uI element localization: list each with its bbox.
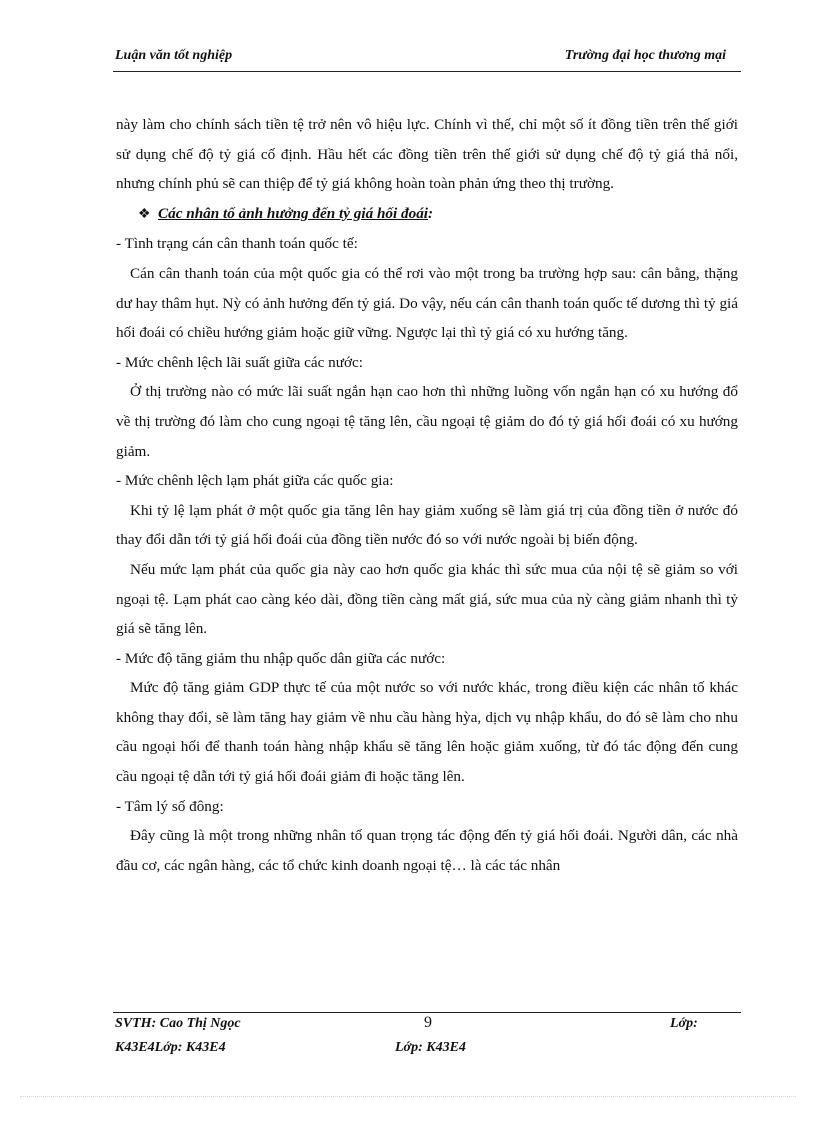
factor-text-crowd-psychology: Đây cũng là một trong những nhân tố quan trọng tác động đến tỷ giá hối đoái. Người dân, các nhà đầu cơ, các ngân hàng, các tổ chức kinh doanh ngoại tệ… là các tác nhân — [116, 827, 738, 874]
footer-class-line: K43E4Lớp: K43E4 — [115, 1040, 226, 1055]
factor-title-interest-rate: - Mức chênh lệch lãi suất giữa các nước: — [116, 353, 363, 371]
section-heading-text: Các nhân tố ảnh hưởng đến tỷ giá hối đoái — [158, 204, 429, 222]
page-number: 9 — [424, 1014, 432, 1031]
factor-text-balance-of-payments: Cán cân thanh toán của một quốc gia có thể rơi vào một trong ba trường hợp sau: cân bằng, thặng dư hay thâm hụt. Nỳ có ảnh hưởng đến tỷ giá. Do vậy, nếu cán cân thanh toán quốc tế dương thì tỷ giá hối đoái có chiều hướng giảm hoặc giữ vững. Ngược lại thì tỷ giá có xu hướng tăng. — [116, 264, 738, 342]
footer-class-center: Lớp: K43E4 — [395, 1040, 466, 1055]
factor-text-inflation-2: Nếu mức lạm phát của quốc gia này cao hơn quốc gia khác thì sức mua của nội tệ sẽ giảm so với ngoại tệ. Lạm phát cao càng kéo dài, đồng tiền càng mất giá, sức mua của nỳ càng giảm nhanh thì tỷ giá sẽ tăng lên. — [116, 560, 738, 638]
body-text — [116, 110, 738, 880]
section-heading — [116, 199, 738, 230]
factor-title-balance-of-payments: - Tình trạng cán cân thanh toán quốc tế: — [116, 235, 358, 253]
header-rule — [113, 71, 741, 72]
factor-text-national-income: Mức độ tăng giảm GDP thực tế của một nước so với nước khác, trong điều kiện các nhân tố khác không thay đổi, sẽ làm tăng hay giảm về nhu cầu hàng hỳa, dịch vụ nhập khẩu, do đó sẽ làm cho nhu cầu ngoại hối để thanh toán hàng nhập khẩu sẽ tăng lên hoặc giảm xuống, từ đó tác động đến cung cầu ngoại tệ dẫn tới tỷ giá hối đoái giảm đi hoặc tăng lên. — [116, 679, 738, 786]
footer-student: SVTH: Cao Thị Ngọc — [115, 1016, 241, 1031]
diamond-bullet-icon: ❖ — [138, 206, 151, 222]
footer-rule — [113, 1012, 741, 1013]
factor-title-crowd-psychology: - Tâm lý số đông: — [116, 797, 224, 815]
paragraph-intro: này làm cho chính sách tiền tệ trở nên vô hiệu lực. Chính vì thế, chỉ một số ít đồng tiền trên thế giới sử dụng chế độ tỷ giá cố định. Hầu hết các đồng tiền trên thế giới sử dụng chế độ tỷ giá thả nổi, nhưng chính phủ sẽ can thiệp để tỷ giá không hoàn toàn phản ứng theo thị trường. — [116, 116, 738, 193]
factor-title-national-income: - Mức độ tăng giảm thu nhập quốc dân giữa các nước: — [116, 649, 446, 667]
footer-lop-label: Lớp: — [670, 1016, 698, 1031]
factor-text-inflation-1: Khi tỷ lệ lạm phát ở một quốc gia tăng lên hay giảm xuống sẽ làm giá trị của đồng tiền ở nước đó thay đổi dẫn tới tỷ giá hối đoái của đồng tiền nước đó so với nước ngoài bị biến động. — [116, 501, 738, 549]
page-bottom-dotted-line — [20, 1096, 796, 1097]
header-thesis-title: Luận văn tốt nghiệp — [115, 48, 233, 63]
factor-title-inflation: - Mức chênh lệch lạm phát giữa các quốc gia: — [116, 472, 394, 490]
section-heading-colon: : — [428, 204, 434, 222]
factor-text-interest-rate: Ở thị trường nào có mức lãi suất ngắn hạn cao hơn thì những luồng vốn ngắn hạn có xu hướng đổ về thị trường đó làm cho cung ngoại tệ tăng lên, cầu ngoại tệ giảm do đó tỷ giá hối đoái có xu hướng giảm. — [116, 383, 738, 460]
header-university: Trường đại học thương mại — [564, 48, 726, 63]
